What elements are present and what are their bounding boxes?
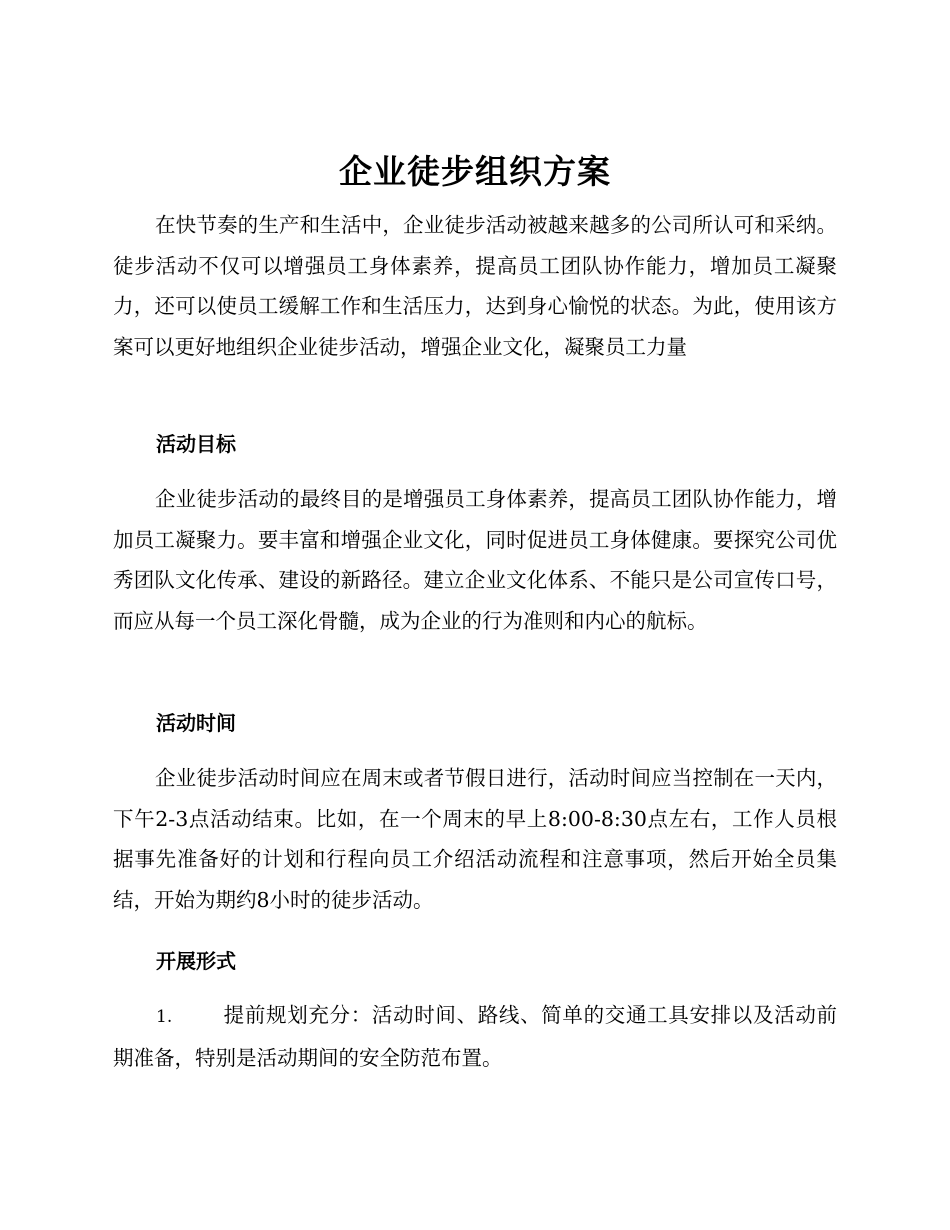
list-item-number: 1. <box>156 1007 173 1027</box>
list-item-text: 提前规划充分：活动时间、路线、简单的交通工具安排以及活动前期准备，特别是活动期间的安全防范布置。 <box>113 1003 837 1070</box>
list-item <box>113 995 837 1078</box>
section-heading-time: 活动时间 <box>156 711 236 735</box>
section-body-time: 企业徒步活动时间应在周末或者节假日进行，活动时间应当控制在一天内，下午2-3点活动结束。比如，在一个周末的早上8:00-8:30点左右，工作人员根据事先准备好的计划和行程向员工介绍活动流程和注意事项，然后开始全员集结，开始为期约8小时的徒步活动。 <box>113 766 837 912</box>
section-heading-goal: 活动目标 <box>156 432 236 456</box>
section-body-goal: 企业徒步活动的最终目的是增强员工身体素养，提高员工团队协作能力，增加员工凝聚力。要丰富和增强企业文化，同时促进员工身体健康。要探究公司优秀团队文化传承、建设的新路径。建立企业文化体系、不能只是公司宣传口号，而应从每一个员工深化骨髓，成为企业的行为准则和内心的航标。 <box>113 487 837 633</box>
document-title: 企业徒步组织方案 <box>339 152 611 191</box>
intro-paragraph: 在快节奏的生产和生活中，企业徒步活动被越来越多的公司所认可和采纳。徒步活动不仅可以增强员工身体素养，提高员工团队协作能力，增加员工凝聚力，还可以使员工缓解工作和生活压力，达到身心愉悦的状态。为此，使用该方案可以更好地组织企业徒步活动，增强企业文化，凝聚员工力量 <box>113 213 837 359</box>
section-heading-format: 开展形式 <box>156 949 236 973</box>
